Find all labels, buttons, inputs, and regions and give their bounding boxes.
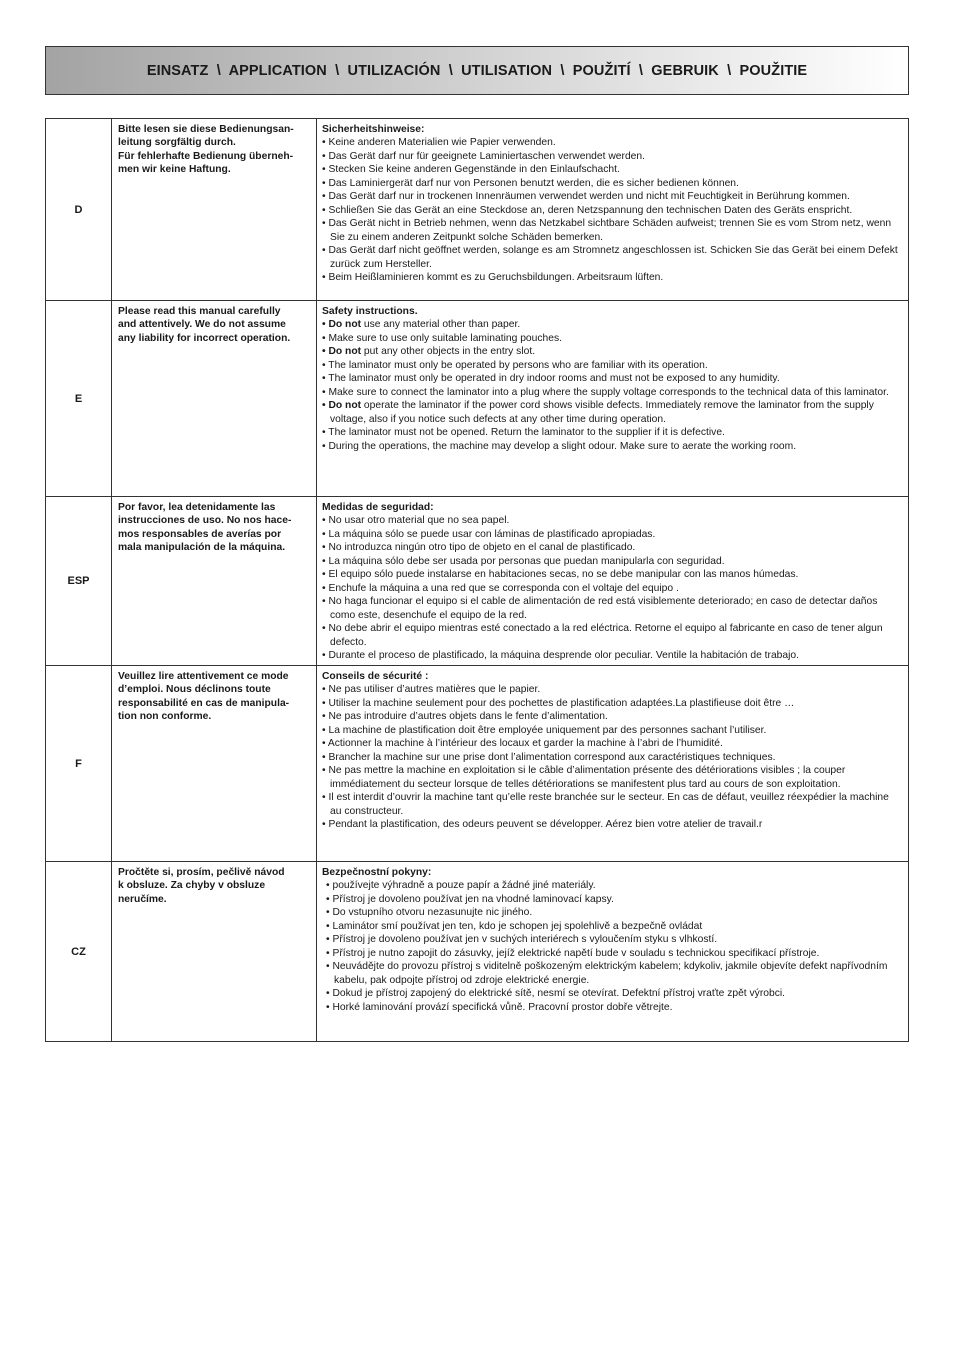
instruction-item (322, 372, 903, 385)
instruction-item (322, 791, 903, 818)
language-row-d (46, 119, 909, 301)
instruction-item (322, 136, 903, 149)
instruction-item (322, 177, 903, 190)
instruction-emphasis: • Do not (322, 346, 362, 358)
instruction-item (322, 555, 903, 568)
instruction-text: • Laminátor smí používat jen ten, kdo je schopen jej spolehlivě a bezpečně ovládat (326, 920, 703, 932)
instruction-item (322, 528, 903, 541)
intro-line: leitung sorgfältig durch. (118, 137, 236, 149)
instruction-text: put any other objects in the entry slot. (361, 346, 536, 358)
instruction-text: • Actionner la machine à l’intérieur des locaux et garder la machine à l’abri de l’humidité. (322, 738, 723, 750)
intro-text (112, 119, 317, 301)
safety-instructions (317, 862, 909, 1042)
instruction-item (324, 893, 903, 906)
safety-instructions (317, 301, 909, 497)
instruction-text: • Do vstupního otvoru nezasunujte nic jiného. (326, 907, 533, 919)
instruction-item (322, 595, 903, 622)
instruction-item (322, 426, 903, 439)
instruction-item (322, 541, 903, 554)
instruction-item (322, 683, 903, 696)
instruction-item (324, 960, 903, 987)
intro-line: mala manipulación de la máquina. (118, 542, 286, 554)
instruction-text: • La máquina sólo debe ser usada por personas que puedan manipularla con seguridad. (322, 555, 725, 567)
instruction-item (324, 879, 903, 892)
instruction-item (322, 204, 903, 217)
instruction-item (324, 947, 903, 960)
instruction-item (322, 697, 903, 710)
instruction-text: • Neuvádějte do provozu přístroj s viditelně poškozeným elektrickým kabelem; kdykoliv, jakmile objevíte defekt napřívodním kabelu, pak odpojte přístroj od zdroje elektrické energie. (326, 961, 888, 986)
instruction-item (322, 190, 903, 203)
instruction-text: • Keine anderen Materialien wie Papier verwenden. (322, 137, 556, 149)
instruction-text: • Schließen Sie das Gerät an eine Steckdose an, deren Netzspannung den technischen Daten des Geräts enspricht. (322, 204, 853, 216)
instruction-text: • Ne pas mettre la machine en exploitation si le câble d’alimentation présente des détériorations visibles ; la couper immédiatement du secteur lorsque de telles détériorations se manifestent plus tard au cours de son exploitation. (322, 765, 846, 790)
instruction-text: • La máquina sólo se puede usar con láminas de plastificado apropiadas. (322, 528, 656, 540)
language-row-esp (46, 497, 909, 666)
instruction-item (322, 582, 903, 595)
intro-text (112, 862, 317, 1042)
language-code: CZ (46, 862, 112, 1042)
instruction-item (324, 906, 903, 919)
instruction-text: • Das Gerät nicht in Betrieb nehmen, wenn das Netzkabel sichtbare Schäden aufweist; trennen Sie es vom Strom netz, wenn Sie zu einem anderen Zeitpunkt solche Schäden bemerken. (322, 218, 892, 243)
instruction-item (322, 386, 903, 399)
instruction-text: • používejte výhradně a pouze papír a žádné jiné materiály. (326, 880, 596, 892)
instruction-item (322, 818, 903, 831)
instruction-text: • Stecken Sie keine anderen Gegenstände in den Einlaufschacht. (322, 164, 620, 176)
instruction-item (322, 710, 903, 723)
language-code: F (46, 666, 112, 862)
intro-line: Please read this manual carefully (118, 306, 281, 317)
instruction-item (322, 163, 903, 176)
intro-line: tion non conforme. (118, 711, 212, 723)
instruction-item (322, 568, 903, 581)
safety-instructions (317, 497, 909, 666)
instruction-item (322, 359, 903, 372)
instruction-text: • No introduzca ningún otro tipo de objeto en el canal de plastificado. (322, 542, 636, 554)
instruction-text: • The laminator must only be operated in dry indoor rooms and must not be exposed to any humidity. (322, 373, 780, 385)
intro-line: k obsluze. Za chyby v obsluze (118, 880, 266, 892)
instruction-emphasis: • Do not (322, 319, 362, 331)
instruction-item (322, 150, 903, 163)
language-code: ESP (46, 497, 112, 666)
instruction-item (322, 399, 903, 426)
instruction-item (324, 933, 903, 946)
instruction-text: • Utiliser la machine seulement pour des pochettes de plastification adaptées.La plastifieuse doit être … (322, 697, 795, 709)
instruction-item (322, 345, 903, 358)
instruction-text: • No debe abrir el equipo mientras esté conectado a la red eléctrica. Retorne el equipo al fabricante en caso de tener algun defecto. (322, 623, 883, 648)
language-code: D (46, 119, 112, 301)
instruction-text: • Přístroj je dovoleno používat jen na vhodné laminovací kapsy. (326, 893, 614, 905)
safety-table (45, 118, 909, 1042)
instruction-text: • Ne pas introduire d’autres objets dans le fente d’alimentation. (322, 711, 608, 723)
instruction-item (322, 649, 903, 662)
instruction-text: • Horké laminování provází specifická vůně. Pracovní prostor dobře větrejte. (326, 1001, 673, 1013)
instruction-text: • Beim Heißlaminieren kommt es zu Geruchsbildungen. Arbeitsraum lüften. (322, 271, 664, 283)
instruction-text: • During the operations, the machine may develop a slight odour. Make sure to aerate the working room. (322, 440, 797, 452)
intro-line: responsabilité en cas de manipula- (118, 697, 290, 709)
language-code: E (46, 301, 112, 497)
instruction-text: • Brancher la machine sur une prise dont l’alimentation correspond aux caractéristiques techniques. (322, 751, 776, 763)
language-row-e (46, 301, 909, 497)
instruction-text: • Das Gerät darf nur in trockenen Innenräumen verwendet werden und nicht mit Feuchtigkeit in Berührung kommen. (322, 191, 850, 203)
instruction-item (322, 751, 903, 764)
intro-line: neručíme. (118, 893, 167, 905)
instruction-text: • Přístroj je nutno zapojit do zásuvky, jejíž elektrické napětí bude v souladu s technickou specifikací přístroje. (326, 947, 820, 959)
language-row-f (46, 666, 909, 862)
intro-text (112, 301, 317, 497)
intro-line: d’emploi. Nous déclinons toute (118, 684, 271, 696)
instruction-item (322, 271, 903, 284)
intro-line: Veuillez lire attentivement ce mode (118, 671, 289, 682)
instruction-text: use any material other than paper. (361, 319, 521, 331)
instruction-text: • Enchufe la máquina a una red que se corresponda con el voltaje del equipo . (322, 582, 679, 594)
instruction-text: • Přístroj je dovoleno používat jen v suchých interiérech s vyloučením styku s vlhkostí. (326, 934, 718, 946)
instruction-text: • Il est interdit d’ouvrir la machine tant qu’elle reste branchée sur le secteur. En cas de défaut, veuillez réexpédier la machine au constructeur. (322, 792, 889, 817)
safety-instructions (317, 666, 909, 862)
instruction-text: • Pendant la plastification, des odeurs peuvent se développer. Aérez bien votre atelier de travail.r (322, 818, 763, 830)
instructions-heading: Sicherheitshinweise: (322, 124, 425, 135)
intro-line: any liability for incorrect operation. (118, 332, 291, 344)
instruction-item (322, 332, 903, 345)
page-header (45, 46, 909, 95)
intro-line: Por favor, lea detenidamente las (118, 502, 276, 513)
instruction-text: • Dokud je přístroj zapojený do elektrické sítě, nesmí se otevírat. Defektní přístroj vraťte zpět výrobci. (326, 988, 786, 1000)
instruction-text: • La machine de plastification doit être employée uniquement par des personnes sachant l’utiliser. (322, 724, 767, 736)
instruction-text: • The laminator must only be operated by persons who are familiar with its operation. (322, 359, 708, 371)
intro-line: men wir keine Haftung. (118, 164, 231, 176)
instruction-text: • Durante el proceso de plastificado, la máquina desprende olor peculiar. Ventile la habitación de trabajo. (322, 649, 799, 661)
instruction-text: • Das Gerät darf nur für geeignete Laminiertaschen verwendet werden. (322, 150, 645, 162)
instruction-item (324, 920, 903, 933)
instruction-item (322, 622, 903, 649)
intro-line: instrucciones de uso. No nos hace- (118, 515, 292, 527)
instruction-emphasis: • Do not (322, 400, 362, 412)
instruction-text: • The laminator must not be opened. Return the laminator to the supplier if it is defective. (322, 427, 725, 439)
language-row-cz (46, 862, 909, 1042)
instructions-heading: Safety instructions. (322, 306, 418, 317)
intro-text (112, 666, 317, 862)
instruction-item (322, 514, 903, 527)
instruction-text: • Make sure to connect the laminator into a plug where the supply voltage corresponds to the technical data of this laminator. (322, 386, 889, 398)
instruction-item (324, 1001, 903, 1014)
instruction-text: • Das Laminiergerät darf nur von Personen benutzt werden, die es sicher bedienen können. (322, 177, 739, 189)
instruction-item (322, 764, 903, 791)
instruction-text: • El equipo sólo puede instalarse en habitaciones secas, no se debe manipular con las manos húmedas. (322, 569, 799, 581)
instruction-text: • Make sure to use only suitable laminating pouches. (322, 332, 562, 344)
instruction-item (322, 318, 903, 331)
instruction-item (322, 217, 903, 244)
intro-line: Bitte lesen sie diese Bedienungsan- (118, 124, 294, 135)
instruction-item (324, 987, 903, 1000)
safety-instructions (317, 119, 909, 301)
instruction-text: operate the laminator if the power cord shows visible defects. Immediately remove the laminator from the supply voltage, also if you notice such defects at any other time during operation. (330, 400, 874, 425)
intro-line: mos responsables de averías por (118, 528, 282, 540)
instruction-item (322, 724, 903, 737)
intro-text (112, 497, 317, 666)
instruction-item (322, 440, 903, 453)
instruction-text: • No usar otro material que no sea papel. (322, 515, 510, 527)
instructions-heading: Medidas de seguridad: (322, 502, 434, 513)
intro-line: Für fehlerhafte Bedienung überneh- (118, 150, 294, 162)
instruction-item (322, 737, 903, 750)
instruction-item (322, 244, 903, 271)
intro-line: Pročtěte si, prosím, pečlivě návod (118, 867, 285, 878)
intro-line: and attentively. We do not assume (118, 319, 286, 331)
instructions-heading: Conseils de sécurité : (322, 671, 429, 682)
instructions-heading: Bezpečnostní pokyny: (322, 867, 432, 878)
instruction-text: • Das Gerät darf nicht geöffnet werden, solange es am Stromnetz angeschlossen ist. Schicken Sie das Gerät bei einem Defekt zurück zum Hersteller. (322, 245, 898, 270)
instruction-text: • Ne pas utiliser d’autres matières que le papier. (322, 684, 541, 696)
page-title: EINSATZ \ APPLICATION \ UTILIZACIÓN \ UTILISATION \ POUŽITÍ \ GEBRUIK \ POUŽITIE (146, 62, 808, 79)
instruction-text: • No haga funcionar el equipo si el cable de alimentación de red está visiblemente deteriorado; en caso de detectar daños como este, desenchufe el equipo de la red. (322, 596, 878, 621)
